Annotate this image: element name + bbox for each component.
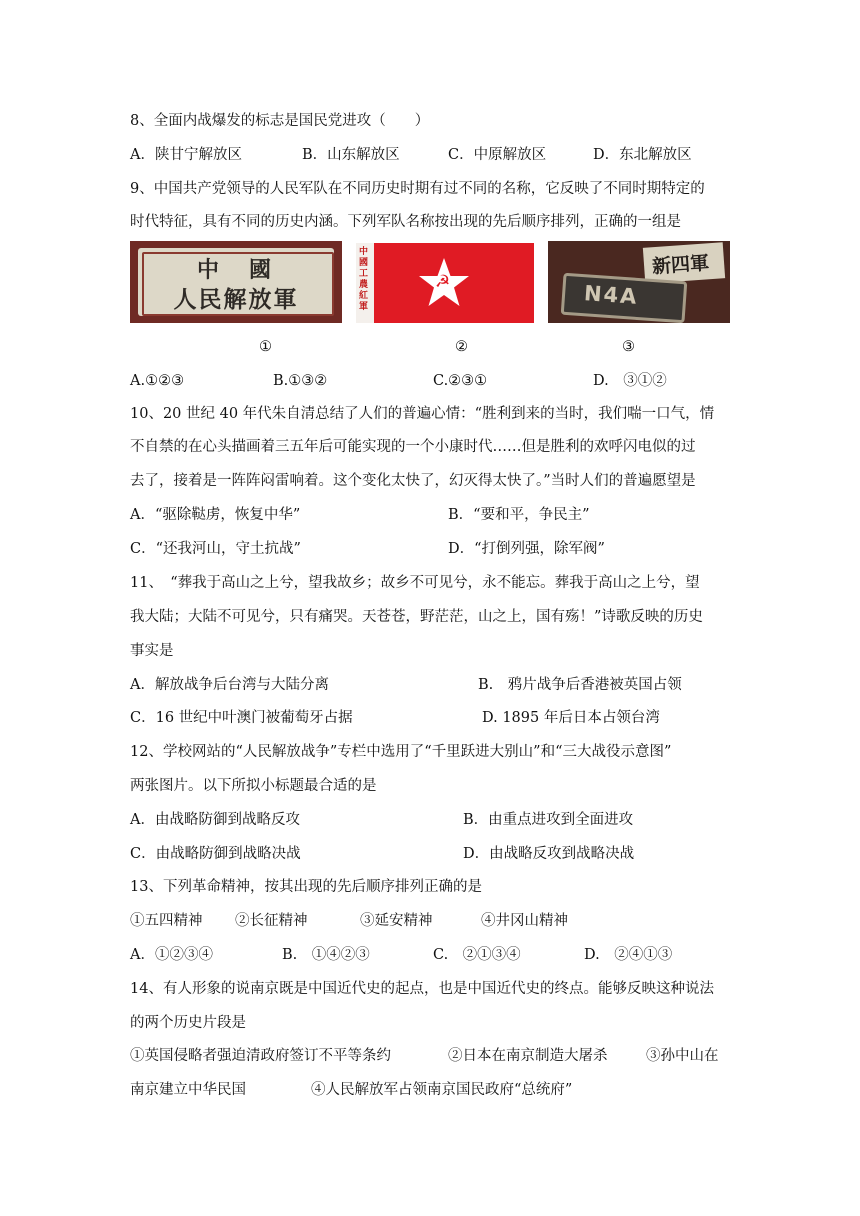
q11-option-b: B. 鸦片战争后香港被英国占领 xyxy=(478,677,682,693)
q11-line3: 事实是 xyxy=(130,643,174,659)
q9-caption-3: ③ xyxy=(622,339,635,355)
q8-stem: 8、全面内战爆发的标志是国民党进攻（ ） xyxy=(130,113,430,129)
q13-option-c: C. ②①③④ xyxy=(433,947,521,963)
red-army-flag-image xyxy=(356,243,534,323)
q10-line1: 10、20 世纪 40 年代朱自清总结了人们的普遍心情：“胜利到来的当时，我们喘一口气，情 xyxy=(130,406,715,422)
q9-option-d: D. ③①② xyxy=(593,373,667,389)
q8-option-b: B．山东解放区 xyxy=(302,147,400,163)
q12-option-b: B．由重点进攻到全面进攻 xyxy=(463,812,634,828)
q8-option-c: C．中原解放区 xyxy=(448,147,547,163)
red-army-flag-side-text: 中國工農紅軍 xyxy=(359,247,369,312)
q13-option-b: B. ①④②③ xyxy=(282,947,370,963)
q9-option-c: C.②③① xyxy=(433,373,488,389)
q13-stem: 13、下列革命精神，按其出现的先后顺序排列正确的是 xyxy=(130,879,482,895)
q11-option-c: C．16 世纪中叶澳门被葡萄牙占据 xyxy=(130,710,353,726)
q10-option-c: C．“还我河山，守土抗战” xyxy=(130,541,301,557)
q9-caption-1: ① xyxy=(259,339,272,355)
pla-armband-text-bottom: 人民解放軍 xyxy=(173,286,299,313)
q14-item-1: ①英国侵略者强迫清政府签订不平等条约 xyxy=(130,1048,391,1064)
q9-option-a: A.①②③ xyxy=(130,373,185,389)
q12-option-c: C．由战略防御到战略决战 xyxy=(130,846,301,862)
q14-line1: 14、有人形象的说南京既是中国近代史的起点，也是中国近代史的终点。能够反映这种说法 xyxy=(130,981,714,997)
q10-line3: 去了，接着是一阵阵闷雷响着。这个变化太快了，幻灭得太快了。”当时人们的普遍愿望是 xyxy=(130,473,696,489)
q14-item-3-part1: ③孙中山在 xyxy=(646,1048,719,1064)
q10-option-d: D．“打倒列强，除军阀” xyxy=(448,541,605,557)
q12-line1: 12、学校网站的“人民解放战争”专栏中选用了“千里跃进大别山”和“三大战役示意图” xyxy=(130,744,672,760)
q10-line2: 不自禁的在心头描画着三五年后可能实现的一个小康时代……但是胜利的欢呼闪电似的过 xyxy=(130,439,696,455)
q8-option-a: A．陕甘宁解放区 xyxy=(130,147,242,163)
q10-option-b: B．“要和平，争民主” xyxy=(448,507,590,523)
new-fourth-army-text: 新四軍 xyxy=(651,252,710,278)
q10-option-a: A．“驱除鞑虏，恢复中华” xyxy=(130,507,301,523)
q14-item-4: ④人民解放军占领南京国民政府“总统府” xyxy=(311,1082,573,1098)
q12-line2: 两张图片。以下所拟小标题最合适的是 xyxy=(130,778,377,794)
q14-line2: 的两个历史片段是 xyxy=(130,1015,246,1031)
q13-item-2: ②长征精神 xyxy=(235,913,308,929)
q9-option-b: B.①③② xyxy=(273,373,328,389)
hammer-sickle-icon: ☭ xyxy=(435,272,451,292)
q12-option-d: D．由战略反攻到战略决战 xyxy=(463,846,635,862)
q14-item-2: ②日本在南京制造大屠杀 xyxy=(448,1048,608,1064)
q13-item-1: ①五四精神 xyxy=(130,913,203,929)
q9-stem-line1: 9、中国共产党领导的人民军队在不同历史时期有过不同的名称，它反映了不同时期特定的 xyxy=(130,181,705,197)
q8-option-d: D．东北解放区 xyxy=(593,147,692,163)
q14-item-3-part2: 南京建立中华民国 xyxy=(130,1082,246,1098)
pla-armband-image xyxy=(130,241,342,323)
q13-item-4: ④井冈山精神 xyxy=(481,913,568,929)
q12-option-a: A．由战略防御到战略反攻 xyxy=(130,812,300,828)
q13-option-d: D. ②④①③ xyxy=(584,947,673,963)
q13-item-3: ③延安精神 xyxy=(360,913,433,929)
q11-option-d: D. 1895 年后日本占领台湾 xyxy=(482,710,660,726)
new-fourth-army-armband-image xyxy=(548,241,730,323)
q13-option-a: A．①②③④ xyxy=(130,947,213,963)
q11-line2: 我大陆；大陆不可见兮，只有痛哭。天苍苍，野茫茫，山之上，国有殇！”诗歌反映的历史 xyxy=(130,609,703,625)
n4a-text: N4A xyxy=(583,281,640,309)
q11-option-a: A．解放战争后台湾与大陆分离 xyxy=(130,677,329,693)
pla-armband-text-top: 中 國 xyxy=(196,257,275,283)
q11-line1: 11、 “葬我于高山之上兮，望我故乡；故乡不可见兮，永不能忘。葬我于高山之上兮，望 xyxy=(130,575,700,591)
q9-stem-line2: 时代特征，具有不同的历史内涵。下列军队名称按出现的先后顺序排列，正确的一组是 xyxy=(130,214,681,230)
q9-caption-2: ② xyxy=(455,339,468,355)
